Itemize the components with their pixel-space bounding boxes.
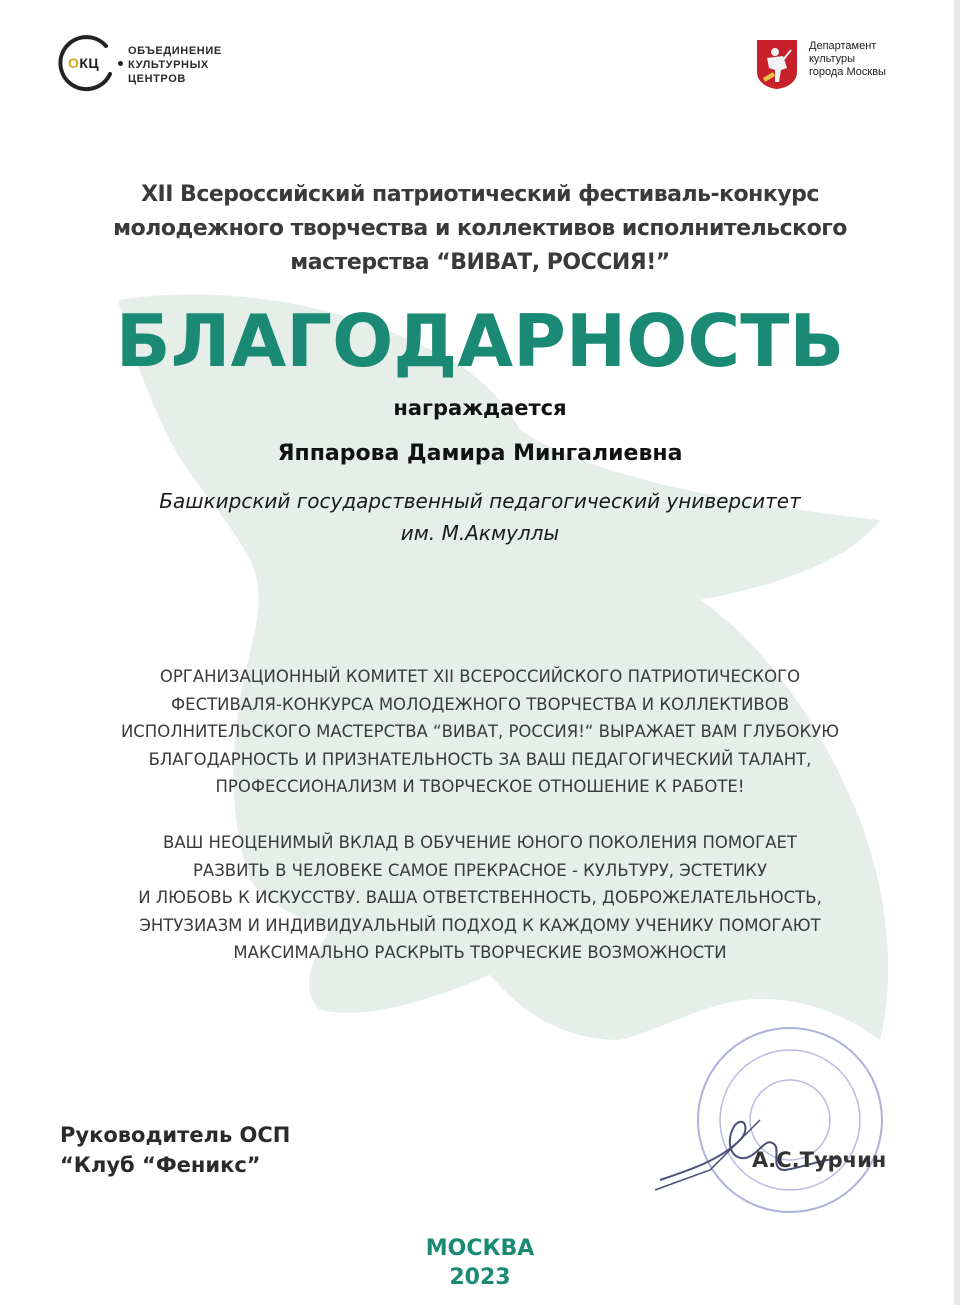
paragraph-line: ОРГАНИЗАЦИОННЫЙ КОМИТЕТ XII ВСЕРОССИЙСКОГО ПАТРИОТИЧЕСКОГО xyxy=(159,667,801,686)
footer-city: МОСКВА xyxy=(425,1236,535,1261)
paragraph-line: РАЗВИТЬ В ЧЕЛОВЕКЕ САМОЕ ПРЕКРАСНОЕ - КУЛЬТУРУ, ЭСТЕТИКУ xyxy=(192,860,768,880)
organization-line-2: им. М.Акмуллы xyxy=(400,521,560,545)
festival-title xyxy=(40,178,920,280)
page-edge xyxy=(954,0,960,1305)
signer-name: А.С.Турчин xyxy=(752,1148,887,1172)
department-line-2: культуры xyxy=(809,53,856,65)
festival-line-2: молодежного творчества и коллективов исполнительского xyxy=(113,216,847,241)
paragraph-line: МАКСИМАЛЬНО РАСКРЫТЬ ТВОРЧЕСКИЕ ВОЗМОЖНОСТИ xyxy=(233,943,727,962)
awarded-label: награждается xyxy=(393,396,567,420)
festival-line-1: XII Всероссийский патриотический фестиваль-конкурс xyxy=(141,182,819,207)
okc-logo xyxy=(56,32,256,102)
department-line-3: города Москвы xyxy=(809,66,886,78)
footer-location xyxy=(0,1234,960,1292)
okc-line-1: ОБЪЕДИНЕНИЕ xyxy=(128,45,222,57)
paragraph-line: ВАШ НЕОЦЕНИМЫЙ ВКЛАД В ОБУЧЕНИЕ ЮНОГО ПОКОЛЕНИЯ ПОМОГАЕТ xyxy=(163,833,797,852)
department-name xyxy=(809,40,886,79)
okc-line-3: ЦЕНТРОВ xyxy=(128,73,186,85)
paragraph-line: БЛАГОДАРНОСТЬ И ПРИЗНАТЕЛЬНОСТЬ ЗА ВАШ ПЕДАГОГИЧЕСКИЙ ТАЛАНТ, xyxy=(148,749,812,769)
signatory-role xyxy=(60,1120,290,1180)
moscow-coat-of-arms-icon xyxy=(755,38,799,90)
paragraph-line: ИСПОЛНИТЕЛЬСКОГО МАСТЕРСТВА “ВИВАТ, РОССИЯ!“ ВЫРАЖАЕТ ВАМ ГЛУБОКУЮ xyxy=(120,722,840,741)
certificate-title: БЛАГОДАРНОСТЬ xyxy=(115,299,845,383)
department-logo xyxy=(755,38,915,98)
paragraph-line: И ЛЮБОВЬ К ИСКУССТВУ. ВАША ОТВЕТСТВЕННОСТЬ, ДОБРОЖЕЛАТЕЛЬНОСТЬ, xyxy=(138,888,822,907)
official-stamp-icon xyxy=(650,1020,890,1230)
okc-dot-icon xyxy=(118,61,123,66)
body-paragraph-2 xyxy=(40,829,920,967)
okc-line-2: КУЛЬТУРНЫХ xyxy=(128,59,209,71)
body-paragraph-1 xyxy=(40,663,920,801)
footer-year: 2023 xyxy=(449,1265,511,1290)
recipient-organization xyxy=(40,485,920,549)
paragraph-line: ПРОФЕССИОНАЛИЗМ И ТВОРЧЕСКОЕ ОТНОШЕНИЕ К РАБОТЕ! xyxy=(215,777,745,796)
paragraph-line: ЭНТУЗИАЗМ И ИНДИВИДУАЛЬНЫЙ ПОДХОД К КАЖДОМУ УЧЕНИКУ ПОМОГАЮТ xyxy=(139,915,821,935)
paragraph-line: ФЕСТИВАЛЯ-КОНКУРСА МОЛОДЕЖНОГО ТВОРЧЕСТВА И КОЛЛЕКТИВОВ xyxy=(170,694,790,714)
festival-line-3: мастерства “ВИВАТ, РОССИЯ!” xyxy=(290,250,670,275)
okc-abbr: ОКЦ xyxy=(68,55,100,71)
role-line-2: “Клуб “Феникс” xyxy=(60,1153,261,1177)
role-line-1: Руководитель ОСП xyxy=(60,1123,291,1147)
department-line-1: Департамент xyxy=(809,40,877,52)
organization-line-1: Башкирский государственный педагогический университет xyxy=(159,489,801,513)
okc-name xyxy=(128,44,222,86)
recipient-name: Яппарова Дамира Мингалиевна xyxy=(277,441,683,466)
